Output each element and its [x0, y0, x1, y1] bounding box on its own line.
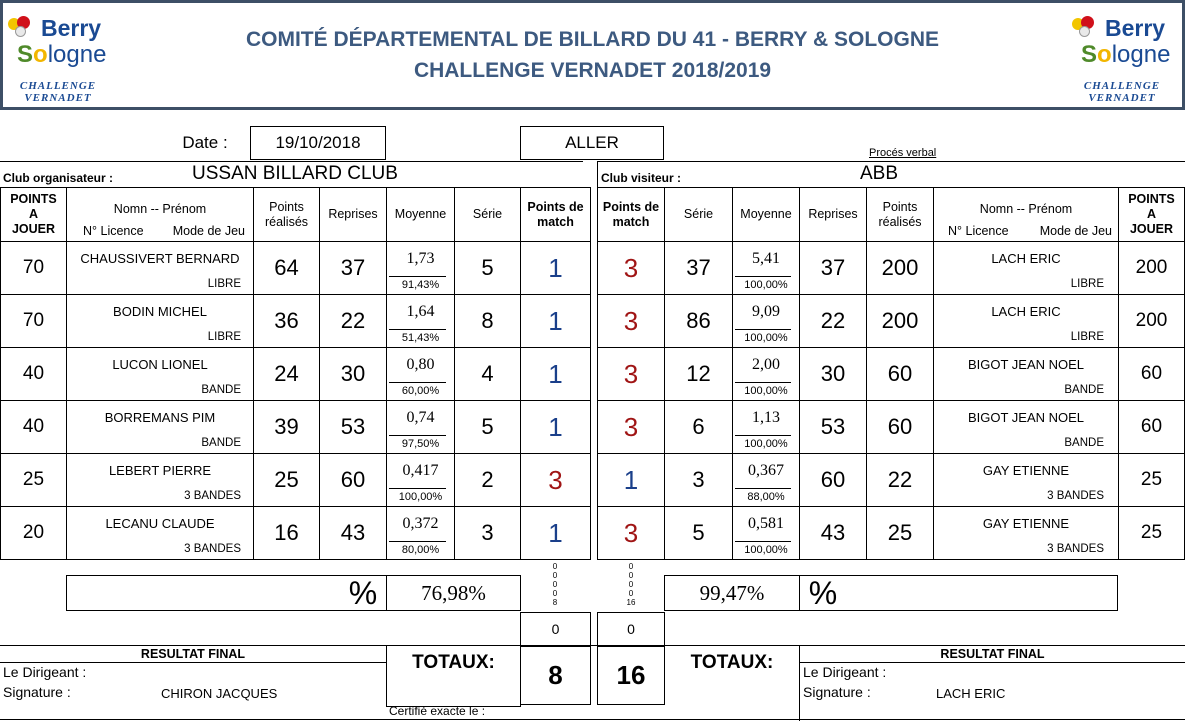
logo-vernadet-text: VERNADET: [1088, 92, 1156, 104]
small-number: 0: [628, 571, 634, 580]
points-a-jouer: 25: [1118, 453, 1185, 507]
moyenne-value: 1,73: [406, 250, 435, 267]
away-pct-value: 99,47%: [699, 580, 765, 605]
serie: 3: [454, 506, 521, 560]
points-a-jouer: 200: [1118, 241, 1185, 295]
reprises: 30: [799, 347, 867, 401]
col-serie: Série: [454, 187, 521, 242]
game-mode: BANDE: [1064, 384, 1104, 396]
moyenne-value: 5,41: [752, 250, 780, 267]
moyenne-percent: 100,00%: [744, 438, 788, 450]
col-nom-prenom: Nomn -- Prénom N° Licence Mode de Jeu: [933, 187, 1119, 242]
player-cell: [66, 241, 254, 295]
small-number: 0: [552, 589, 558, 598]
footer-line: [800, 662, 1185, 663]
match-points: 3: [597, 241, 665, 295]
match-points: 3: [597, 294, 665, 348]
points-realises: 60: [866, 400, 934, 454]
points-realises: 36: [253, 294, 320, 348]
player-name: BIGOT JEAN NOEL: [967, 357, 1085, 372]
billiard-balls-icon: [1072, 16, 1102, 40]
points-a-jouer: 70: [0, 294, 67, 348]
player-cell: [933, 453, 1119, 507]
points-realises: 16: [253, 506, 320, 560]
small-number: 0: [552, 580, 558, 589]
reprises: 22: [319, 294, 387, 348]
points-realises: 24: [253, 347, 320, 401]
game-mode: LIBRE: [207, 278, 241, 290]
moyenne-cell: [732, 453, 800, 507]
logo-left: [8, 10, 108, 105]
serie: 5: [454, 241, 521, 295]
reprises: 37: [319, 241, 387, 295]
moyenne-cell: [386, 241, 455, 295]
player-name: LACH ERIC: [991, 304, 1061, 319]
moyenne-cell: [386, 506, 455, 560]
points-realises: 25: [253, 453, 320, 507]
home-pct-symbol: %: [348, 574, 378, 611]
home-small-stack: [545, 562, 565, 610]
moyenne-percent: 91,43%: [401, 279, 440, 291]
points-a-jouer: 70: [0, 241, 67, 295]
away-signatory: LACH ERIC: [936, 686, 1006, 701]
moyenne-value: 0,80: [406, 356, 435, 373]
points-a-jouer: 40: [0, 400, 67, 454]
small-number: 8: [552, 598, 558, 607]
reprises: 43: [319, 506, 387, 560]
moyenne-value: 2,00: [752, 356, 780, 373]
player-cell: [933, 347, 1119, 401]
moyenne-cell: [386, 347, 455, 401]
col-points-realises: Points réalisés: [253, 187, 320, 242]
reprises: 53: [799, 400, 867, 454]
away-dirigeant-label: Le Dirigeant :: [803, 664, 887, 680]
moyenne-percent: 100,00%: [744, 279, 788, 291]
game-mode: 3 BANDES: [184, 543, 241, 555]
reprises: 22: [799, 294, 867, 348]
player-cell: [933, 400, 1119, 454]
player-cell: [66, 453, 254, 507]
match-points: 1: [520, 241, 591, 295]
home-total: 8: [520, 646, 591, 705]
player-name: BORREMANS PIM: [104, 410, 216, 425]
logo-challenge-text: CHALLENGE: [19, 80, 97, 92]
match-points: 3: [597, 400, 665, 454]
certifie-label: Certifié exacte le :: [389, 704, 486, 718]
points-a-jouer: 25: [1118, 506, 1185, 560]
player-name: GAY ETIENNE: [982, 516, 1070, 531]
match-points: 3: [597, 347, 665, 401]
moyenne-cell: [732, 506, 800, 560]
col-points-match: Points de match: [520, 187, 591, 242]
serie: 37: [664, 241, 733, 295]
moyenne-percent: 100,00%: [744, 332, 788, 344]
col-points-a-jouer: POINTS A JOUER: [1118, 187, 1185, 242]
away-pct-symbol: %: [808, 574, 838, 611]
game-mode: BANDE: [1064, 437, 1104, 449]
club-org-bar: [0, 161, 583, 187]
player-name: BODIN MICHEL: [113, 304, 207, 319]
home-totaux-label: TOTAUX:: [412, 652, 495, 673]
game-mode: LIBRE: [207, 331, 241, 343]
moyenne-percent: 97,50%: [401, 438, 440, 450]
away-signature-label: Signature :: [803, 684, 871, 700]
away-resultat-final: RESULTAT FINAL: [940, 646, 1045, 661]
player-name: LUCON LIONEL: [112, 357, 208, 372]
points-a-jouer: 200: [1118, 294, 1185, 348]
date-label: Date :: [182, 133, 228, 152]
small-number: 16: [626, 598, 636, 607]
player-name: LEBERT PIERRE: [108, 463, 212, 478]
moyenne-value: 0,581: [748, 515, 784, 532]
home-signature-label: Signature :: [3, 684, 71, 700]
player-cell: [66, 347, 254, 401]
moyenne-percent: 60,00%: [401, 385, 440, 397]
serie: 12: [664, 347, 733, 401]
game-mode: LIBRE: [1070, 278, 1104, 290]
club-vis-value: ABB: [860, 163, 899, 184]
club-vis-bar: [597, 161, 1185, 187]
match-points: 1: [520, 347, 591, 401]
moyenne-cell: [386, 294, 455, 348]
leg-badge: ALLER: [520, 126, 664, 160]
small-number: 0: [552, 562, 558, 571]
serie: 6: [664, 400, 733, 454]
moyenne-percent: 100,00%: [398, 491, 443, 503]
match-points: 3: [520, 453, 591, 507]
logo-challenge-text: CHALLENGE: [1083, 80, 1161, 92]
match-points: 3: [597, 506, 665, 560]
moyenne-value: 0,417: [402, 462, 439, 479]
player-cell: [66, 294, 254, 348]
moyenne-value: 0,367: [748, 462, 784, 479]
col-moyenne: Moyenne: [386, 187, 455, 242]
col-reprises: Reprises: [319, 187, 387, 242]
player-cell: [66, 400, 254, 454]
small-number: 0: [628, 580, 634, 589]
points-realises: 200: [866, 241, 934, 295]
serie: 86: [664, 294, 733, 348]
col-moyenne: Moyenne: [732, 187, 800, 242]
player-cell: [933, 241, 1119, 295]
logo-word-sologne: Sologne: [1081, 41, 1171, 68]
page-title: COMITÉ DÉPARTEMENTAL DE BILLARD DU 41 - BERRY & SOLOGNE: [245, 28, 940, 51]
moyenne-value: 0,372: [402, 515, 439, 532]
small-number: 0: [628, 562, 634, 571]
match-points: 1: [597, 453, 665, 507]
moyenne-percent: 100,00%: [744, 385, 788, 397]
col-points-match: Points de match: [597, 187, 665, 242]
small-number: 0: [552, 571, 558, 580]
moyenne-percent: 80,00%: [401, 544, 440, 556]
player-name: BIGOT JEAN NOEL: [967, 410, 1085, 425]
serie: 3: [664, 453, 733, 507]
home-signatory: CHIRON JACQUES: [161, 686, 278, 701]
game-mode: 3 BANDES: [1047, 543, 1104, 555]
player-cell: [933, 294, 1119, 348]
home-dirigeant-label: Le Dirigeant :: [3, 664, 87, 680]
serie: 5: [664, 506, 733, 560]
points-realises: 39: [253, 400, 320, 454]
moyenne-value: 0,74: [406, 409, 435, 426]
points-a-jouer: 25: [0, 453, 67, 507]
header-banner: [0, 0, 1185, 110]
page-subtitle: CHALLENGE VERNADET 2018/2019: [413, 59, 772, 82]
points-realises: 60: [866, 347, 934, 401]
player-name: CHAUSSIVERT BERNARD: [80, 251, 240, 266]
small-number: 0: [628, 589, 634, 598]
billiard-balls-icon: [8, 16, 38, 40]
moyenne-percent: 51,43%: [401, 332, 440, 344]
col-points-realises: Points réalisés: [866, 187, 934, 242]
moyenne-cell: [732, 294, 800, 348]
moyenne-cell: [732, 400, 800, 454]
col-points-a-jouer: POINTS A JOUER: [0, 187, 67, 242]
club-vis-label: Club visiteur :: [601, 171, 682, 185]
footer-bottom-line: [0, 719, 1185, 720]
reprises: 37: [799, 241, 867, 295]
away-totaux-label: TOTAUX:: [690, 652, 774, 673]
moyenne-cell: [732, 347, 800, 401]
logo-right: [1072, 10, 1172, 105]
points-realises: 22: [866, 453, 934, 507]
player-cell: [933, 506, 1119, 560]
points-a-jouer: 40: [0, 347, 67, 401]
away-small-stack: [621, 562, 641, 610]
game-mode: LIBRE: [1070, 331, 1104, 343]
game-mode: BANDE: [201, 384, 241, 396]
serie: 2: [454, 453, 521, 507]
logo-vernadet-text: VERNADET: [24, 92, 92, 104]
club-org-label: Club organisateur :: [3, 171, 114, 185]
points-realises: 64: [253, 241, 320, 295]
points-realises: 200: [866, 294, 934, 348]
player-name: GAY ETIENNE: [982, 463, 1070, 478]
game-mode: 3 BANDES: [184, 490, 241, 502]
date-value: 19/10/2018: [250, 126, 386, 160]
home-resultat-final: RESULTAT FINAL: [140, 646, 246, 661]
player-name: LACH ERIC: [991, 251, 1061, 266]
away-zero-box: 0: [597, 612, 665, 645]
logo-word-berry: Berry: [1105, 15, 1166, 41]
home-zero-box: 0: [520, 612, 591, 645]
moyenne-percent: 88,00%: [747, 491, 785, 503]
serie: 5: [454, 400, 521, 454]
col-serie: Série: [664, 187, 733, 242]
player-name: LECANU CLAUDE: [105, 516, 215, 531]
points-a-jouer: 60: [1118, 400, 1185, 454]
moyenne-value: 1,13: [752, 409, 780, 426]
moyenne-percent: 100,00%: [744, 544, 788, 556]
logo-word-berry: Berry: [41, 15, 102, 41]
moyenne-value: 1,64: [406, 303, 435, 320]
game-mode: 3 BANDES: [1047, 490, 1104, 502]
proces-verbal-link[interactable]: Procés verbal: [869, 147, 937, 159]
reprises: 60: [799, 453, 867, 507]
serie: 4: [454, 347, 521, 401]
match-points: 1: [520, 294, 591, 348]
player-cell: [66, 506, 254, 560]
reprises: 60: [319, 453, 387, 507]
reprises: 53: [319, 400, 387, 454]
moyenne-cell: [386, 400, 455, 454]
club-org-value: USSAN BILLARD CLUB: [192, 163, 398, 184]
home-pct-value: 76,98%: [421, 580, 486, 605]
points-realises: 25: [866, 506, 934, 560]
moyenne-cell: [386, 453, 455, 507]
reprises: 30: [319, 347, 387, 401]
match-points: 1: [520, 506, 591, 560]
match-points: 1: [520, 400, 591, 454]
reprises: 43: [799, 506, 867, 560]
points-a-jouer: 60: [1118, 347, 1185, 401]
col-nom-prenom: Nomn -- Prénom N° Licence Mode de Jeu: [66, 187, 254, 242]
col-reprises: Reprises: [799, 187, 867, 242]
moyenne-value: 9,09: [752, 303, 780, 320]
game-mode: BANDE: [201, 437, 241, 449]
points-a-jouer: 20: [0, 506, 67, 560]
serie: 8: [454, 294, 521, 348]
logo-word-sologne: Sologne: [17, 41, 107, 68]
footer-line: [0, 662, 386, 663]
away-total: 16: [597, 646, 665, 705]
moyenne-cell: [732, 241, 800, 295]
